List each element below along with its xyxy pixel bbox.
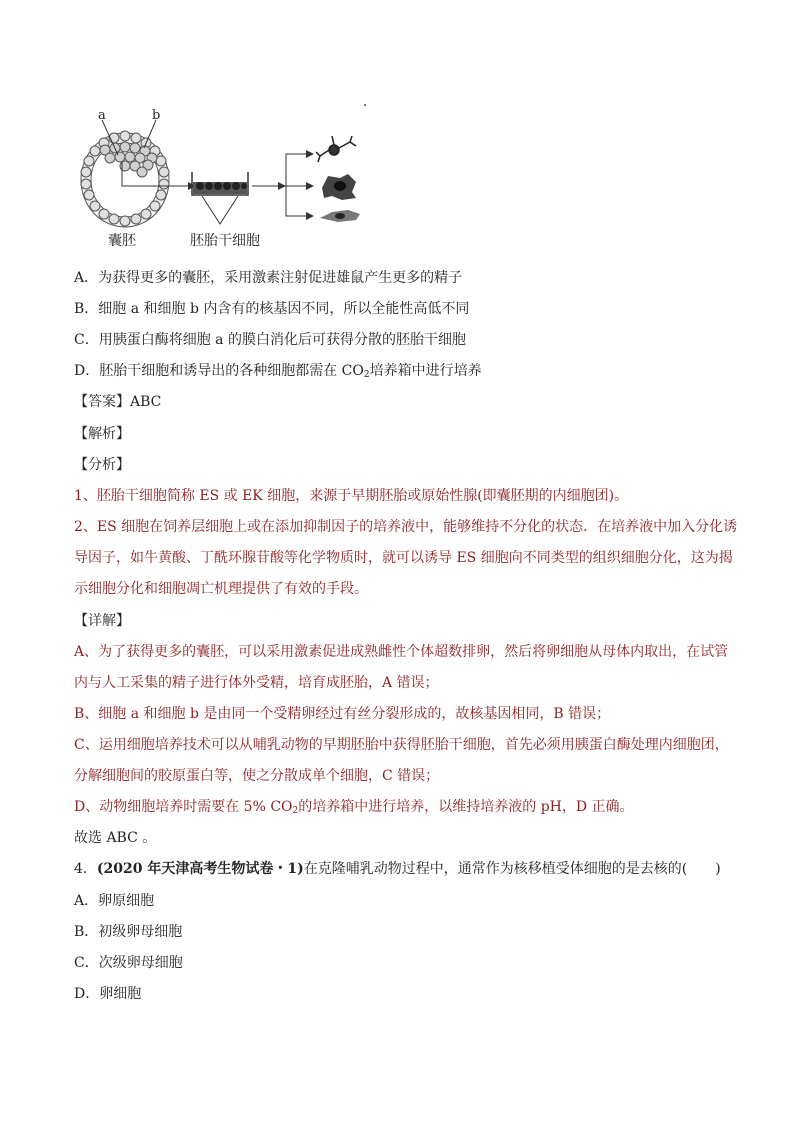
label-blastocyst: 囊胚 — [108, 233, 136, 249]
option-d-post: 培养箱中进行培养 — [369, 363, 482, 379]
label-es-cells: 胚胎干细胞 — [190, 233, 260, 249]
detail-c-l1: C、运用细胞培养技术可以从哺乳动物的早期胚胎中获得胚胎干细胞，首先必须用胰蛋白酶处理内细胞团， — [74, 737, 729, 753]
flat-cell-icon — [320, 210, 360, 222]
detail-d — [74, 797, 634, 817]
neuron-cell-icon — [316, 136, 356, 162]
answer-line — [74, 392, 161, 412]
fenxi-label: 【分析】 — [74, 457, 130, 473]
dish-brace — [202, 196, 238, 224]
question-4-source: (2020 年天津高考生物试卷・1) — [96, 861, 304, 877]
q4-option-a: A．卵原细胞 — [74, 893, 155, 909]
detail-d-post: 的培养箱中进行培养，以维持培养液的 pH，D 正确。 — [298, 799, 634, 815]
jiexi-label: 【解析】 — [74, 426, 130, 442]
answer-label: 【答案】 — [74, 394, 130, 410]
detail-d-sub: 2 — [292, 806, 299, 816]
blastocyst-icon — [81, 131, 169, 227]
analysis-p2-l1: 2、ES 细胞在饲养层细胞上或在添加抑制因子的培养液中，能够维持不分化的状态．在培养液中加入分化诱 — [74, 519, 738, 535]
detail-a-l2: 内与人工采集的精子进行体外受精，培育成胚胎，A 错误； — [74, 675, 439, 691]
q4-option-b: B．初级卵母细胞 — [74, 924, 183, 940]
detail-label: 【详解】 — [74, 613, 130, 629]
question-4-stem: 在克隆哺乳动物过程中，通常作为核移植受体细胞的是去核的( ) — [303, 861, 721, 877]
option-d — [74, 361, 482, 381]
question-4 — [74, 859, 721, 879]
option-b: B．细胞 a 和细胞 b 内含有的核基因不同，所以全能性高低不同 — [74, 301, 470, 317]
conclusion: 故选 ABC 。 — [74, 830, 157, 846]
analysis-p2-l2: 导因子，如牛黄酸、丁酰环腺苷酸等化学物质时，就可以诱导 ES 细胞向不同类型的组织细胞分化，这为揭 — [74, 550, 733, 566]
label-b: b — [152, 108, 161, 123]
q4-option-c: C．次级卵母细胞 — [74, 955, 183, 971]
option-c: C．用胰蛋白酶将细胞 a 的膜白消化后可获得分散的胚胎干细胞 — [74, 332, 466, 348]
detail-a-l1: A、为了获得更多的囊胚，可以采用激素促进成熟雌性个体超数排卵，然后将卵细胞从母体内取出，在试管 — [74, 644, 729, 660]
option-d-sub: 2 — [363, 370, 370, 380]
option-a: A．为获得更多的囊胚，采用激素注射促进雄鼠产生更多的精子 — [74, 270, 463, 286]
option-d-pre: D．胚胎干细胞和诱导出的各种细胞都需在 CO — [74, 363, 364, 379]
detail-d-pre: D、动物细胞培养时需要在 5% CO — [74, 799, 293, 815]
analysis-p2-l3: 示细胞分化和细胞凋亡机理提供了有效的手段。 — [74, 581, 368, 597]
blastocyst-diagram — [70, 100, 370, 250]
figure — [70, 100, 370, 250]
stray-dot — [364, 104, 366, 106]
culture-dish-icon — [192, 172, 248, 195]
analysis-p1: 1、胚胎干细胞简称 ES 或 EK 细胞，来源于早期胚胎或原始性腺(即囊胚期的内细胞团)。 — [74, 488, 629, 504]
label-a: a — [98, 108, 106, 123]
detail-c-l2: 分解细胞间的胶原蛋白等，使之分散成单个细胞，C 错误； — [74, 768, 440, 784]
answer-value: ABC — [130, 394, 162, 410]
irregular-cell-icon — [322, 174, 356, 200]
question-4-number: 4． — [74, 861, 97, 877]
detail-b: B、细胞 a 和细胞 b 是由同一个受精卵经过有丝分裂形成的，故核基因相同，B 错误； — [74, 706, 611, 722]
q4-option-d: D．卵细胞 — [74, 986, 142, 1002]
